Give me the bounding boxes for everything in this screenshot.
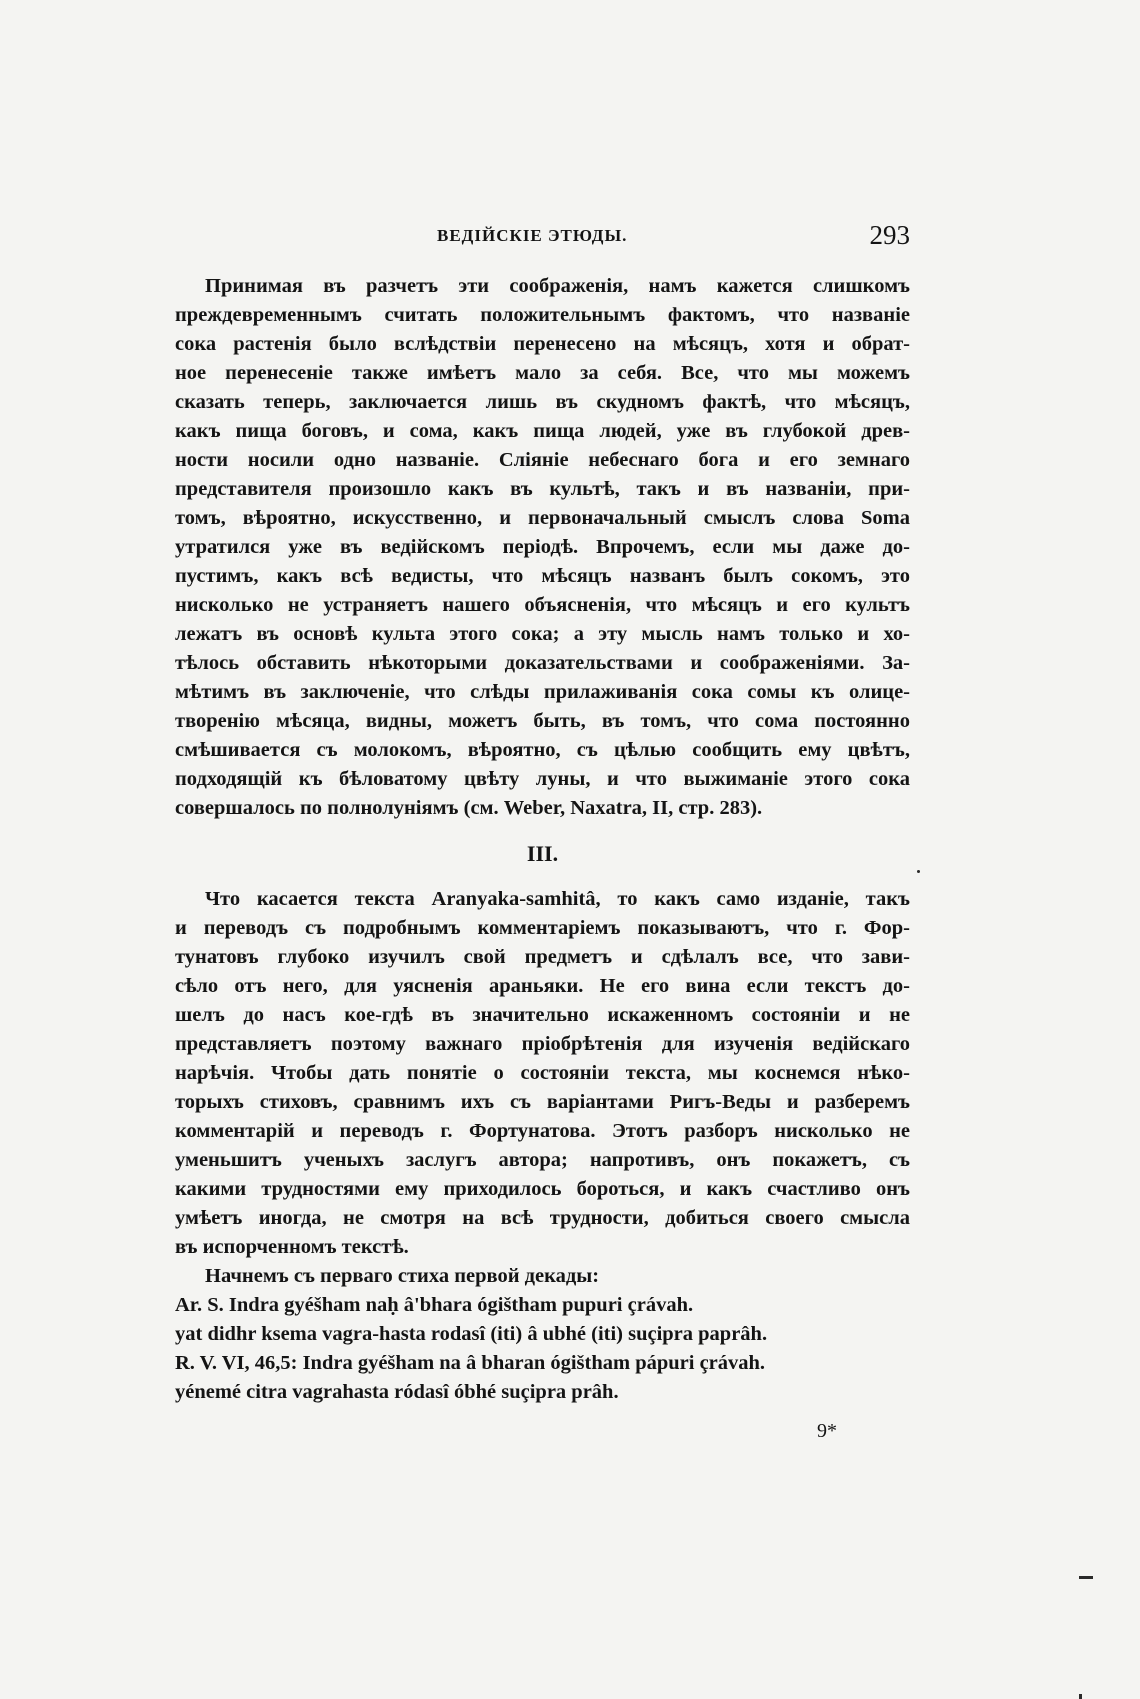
paragraph-line: и переводъ съ подробнымъ комментаріемъ показываютъ, что г. Фор- xyxy=(175,917,910,939)
page-header xyxy=(175,220,910,254)
paragraph-line: ности носили одно названіе. Сліяніе небеснаго бога и его земнаго xyxy=(175,449,910,471)
paragraph-line: мѣтимъ въ заключеніе, что слѣды прилаживанія сока сомы къ олице- xyxy=(175,681,910,703)
paragraph-line: нарѣчія. Чтобы дать понятіе о состояніи текста, мы коснемся нѣко- xyxy=(175,1062,910,1084)
paragraph-line: тунатовъ глубоко изучилъ свой предметъ и сдѣлалъ все, что зави- xyxy=(175,946,910,968)
paragraph-line: ное перенесеніе также имѣетъ мало за себя. Все, что мы можемъ xyxy=(175,362,910,384)
paragraph-line: томъ, вѣроятно, искусственно, и первоначальный смыслъ слова Soma xyxy=(175,507,910,529)
paragraph-line: въ испорченномъ текстѣ. xyxy=(175,1236,409,1258)
paragraph-line: какъ пища боговъ, и сома, какъ пища людей, уже въ глубокой древ- xyxy=(175,420,910,442)
paragraph-line: торыхъ стиховъ, сравнимъ ихъ съ варіантами Ригъ-Веды и разберемъ xyxy=(175,1091,910,1113)
verse-block xyxy=(175,1291,910,1407)
section-heading: III. xyxy=(526,841,559,866)
scan-tick-mark xyxy=(1079,1694,1082,1699)
paragraph-line: совершалось по полнолуніямъ (см. Weber, Naxatra, II, стр. 283). xyxy=(175,797,763,819)
paragraph-line: пустимъ, какъ всѣ ведисты, что мѣсяцъ названъ былъ сокомъ, это xyxy=(175,565,910,587)
paragraph-line: преждевременнымъ считать положительнымъ фактомъ, что названіе xyxy=(175,304,910,326)
paragraph-1 xyxy=(175,272,910,823)
verse-line: yénemé citra vagrahasta ródasî óbhé suçipra prâh. xyxy=(175,1381,619,1403)
verse-line: yat didhr ksema vagra-hasta rodasî (iti) â ubhé (iti) suçipra paprâh. xyxy=(175,1323,768,1345)
paragraph-line: тѣлось обставить нѣкоторыми доказательствами и соображеніями. За- xyxy=(175,652,910,674)
paragraph-line: какими трудностями ему приходилось бороться, и какъ счастливо онъ xyxy=(175,1178,910,1200)
paragraph-line: творенію мѣсяца, видны, можетъ быть, въ томъ, что сома постоянно xyxy=(175,710,910,732)
body-text xyxy=(175,272,910,1407)
paragraph-line: нисколько не устраняетъ нашего объясненія, что мѣсяцъ и его культъ xyxy=(175,594,910,616)
paragraph-line: подходящій къ бѣловатому цвѣту луны, и что выжиманіе этого сока xyxy=(175,768,910,790)
paragraph-line: уменьшитъ ученыхъ заслугъ автора; напротивъ, онъ покажетъ, съ xyxy=(175,1149,910,1171)
paragraph-line: сказать теперь, заключается лишь въ скудномъ фактѣ, что мѣсяцъ, xyxy=(175,391,910,413)
paragraph-line: комментарій и переводъ г. Фортунатова. Этотъ разборъ нисколько не xyxy=(175,1120,910,1142)
paragraph-line: представляетъ поэтому важнаго пріобрѣтенія для изученія ведійскаго xyxy=(175,1033,910,1055)
paragraph-line: Принимая въ разчетъ эти соображенія, намъ кажется слишкомъ xyxy=(205,275,910,297)
paragraph-line: утратился уже въ ведійскомъ періодѣ. Впрочемъ, если мы даже до- xyxy=(175,536,910,558)
paragraph-line: шелъ до насъ кое-гдѣ въ значительно искаженномъ состояніи и не xyxy=(175,1004,910,1026)
paragraph-2 xyxy=(175,885,910,1262)
paragraph-line: сока растенія было вслѣдствіи перенесено на мѣсяцъ, хотя и обрат- xyxy=(175,333,910,355)
paragraph-line: умѣетъ иногда, не смотря на всѣ трудности, добиться своего смысла xyxy=(175,1207,910,1229)
verse-line: R. V. VI, 46,5: Indra gyéšham na â bharan ógištham pápuri çrávah. xyxy=(175,1352,766,1374)
signature-mark: 9* xyxy=(817,1420,837,1442)
scan-speck xyxy=(917,870,920,873)
verse-line: Ar. S. Indra gyéšham naḥ â'bhara ógištham pupuri çrávah. xyxy=(175,1294,694,1316)
paragraph-line: представителя произошло какъ въ культѣ, такъ и въ названіи, при- xyxy=(175,478,910,500)
paragraph-line: смѣшивается съ молокомъ, вѣроятно, съ цѣлью сообщить ему цвѣтъ, xyxy=(175,739,910,761)
paragraph-line: лежатъ въ основѣ культа этого сока; а эту мысль намъ только и хо- xyxy=(175,623,910,645)
running-title: ВЕДІЙСКІЕ ЭТЮДЫ. xyxy=(437,226,628,245)
paragraph-line: сѣло отъ него, для уясненія араньяки. Не его вина если текстъ до- xyxy=(175,975,910,997)
scan-dash-mark xyxy=(1079,1576,1093,1579)
paragraph-line: Что касается текста Aranyaka-samhitâ, то какъ само изданіе, такъ xyxy=(205,888,910,910)
intro-line: Начнемъ съ перваго стиха первой декады: xyxy=(205,1265,600,1287)
page-number: 293 xyxy=(869,220,910,250)
